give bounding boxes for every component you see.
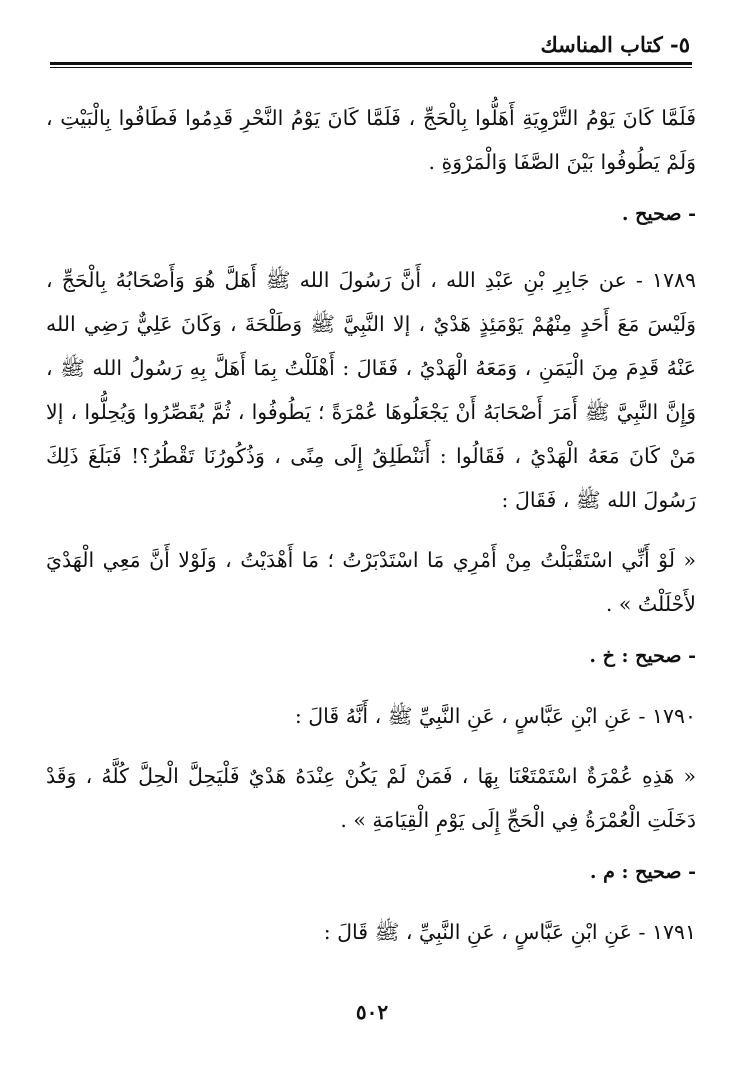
grading-sahih-mim: - صحيح : م . <box>589 861 696 883</box>
chapter-title: ٥- كتاب المناسك <box>540 32 690 57</box>
hadith-1790: ١٧٩٠ - عَنِ ابْنِ عَبَّاسٍ ، عَنِ النَّبِيِّ ﷺ ، أَنَّهُ قَالَ : <box>294 704 696 728</box>
grading-sahih: - صحيح . <box>621 203 696 225</box>
spacer <box>46 522 696 538</box>
grading-sahih-kha: - صحيح : خ . <box>589 645 696 667</box>
spacer <box>46 678 696 694</box>
spacer <box>46 894 696 910</box>
hadith-1791: ١٧٩١ - عَنِ ابْنِ عَبَّاسٍ ، عَنِ النَّبِيِّ ، ﷺ قَالَ : <box>323 920 696 944</box>
header-rule-thick <box>50 62 692 65</box>
hadith-1789: ١٧٨٩ - عن جَابِرِ بْنِ عَبْدِ الله ، أَنَّ رَسُولَ الله ﷺ أَهَلَّ هُوَ وَأَصْحَابُهُ بِالْحَجِّ ، وَلَيْسَ مَعَ أَحَدٍ مِنْهُمْ يَوْمَئِذٍ هَدْيٌ ، إلا النَّبِيَّ ﷺ وَطَلْحَةَ ، وَكَانَ عَلِيٌّ رَضِي الله عَنْهُ قَدِمَ مِنَ الْيَمَنِ ، وَمَعَهُ الْهَدْيُ ، فَقَالَ : أَهْلَلْتُ بِمَا أَهَلَّ بِهِ رَسُولُ الله ﷺ ، وَإِنَّ النَّبِيَّ ﷺ أَمَرَ أَصْحَابَهُ أَنْ يَجْعَلُوهَا عُمْرَةً ؛ يَطُوفُوا ، ثُمَّ يُقَصِّرُوا وَيُحِلُّوا ، إلا مَنْ كَانَ مَعَهُ الْهَدْيُ ، فَقَالُوا : أَنَنْطَلِقُ إِلَى مِنًى ، وَذُكُورُنَا تَقْطُرُ؟! فَبَلَغَ ذَلِكَ رَسُولَ الله ﷺ ، فَقَالَ : <box>46 268 696 512</box>
page-body <box>46 96 696 954</box>
hadith-1790-quote: « هَذِهِ عُمْرَةٌ اسْتَمْتَعْنَا بِهَا ، فَمَنْ لَمْ يَكُنْ عِنْدَهُ هَدْيٌ فَلْيَحِلَّ الْحِلَّ كُلَّهُ ، وَقَدْ دَخَلَتِ الْعُمْرَةُ فِي الْحَجِّ إِلَى يَوْمِ الْقِيَامَةِ » . <box>46 764 696 832</box>
page-number: ٥٠٢ <box>355 1000 389 1024</box>
hadith-1789-quote: « لَوْ أَنِّي اسْتَقْبَلْتُ مِنْ أَمْرِي مَا اسْتَدْبَرْتُ ؛ مَا أَهْدَيْتُ ، وَلَوْلا أَنَّ مَعِي الْهَدْيَ لأَحْلَلْتُ » . <box>46 548 696 616</box>
header-rule-thin <box>50 67 692 68</box>
spacer <box>46 738 696 754</box>
spacer <box>46 236 696 258</box>
running-header <box>50 30 690 64</box>
paragraph-hadith-continuation: فَلَمَّا كَانَ يَوْمُ التَّرْوِيَةِ أَهَلُّوا بِالْحَجِّ ، فَلَمَّا كَانَ يَوْمُ النَّحْرِ قَدِمُوا فَطَافُوا بِالْبَيْتِ ، وَلَمْ يَطُوفُوا بَيْنَ الصَّفَا وَالْمَرْوَةِ . <box>46 106 696 174</box>
